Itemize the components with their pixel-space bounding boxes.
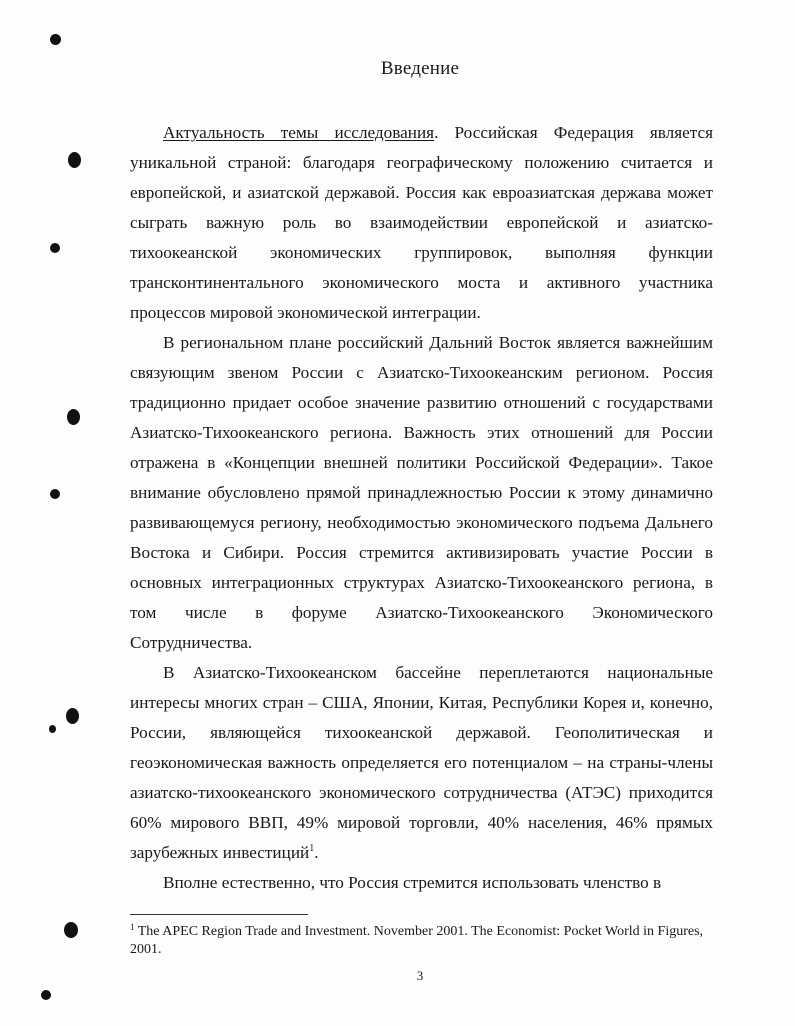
footnote-mark: 1 [130, 922, 135, 932]
footnote-divider [130, 914, 308, 915]
page-number: 3 [416, 968, 424, 983]
binder-hole-3 [50, 243, 60, 253]
paragraph-3-end: . [314, 843, 319, 862]
binder-hole-4 [67, 409, 80, 425]
page-title: Введение [380, 58, 460, 79]
paragraph-1 [130, 118, 713, 328]
footnote-reference: 1 [309, 843, 315, 854]
footnote [130, 923, 715, 959]
paragraph-4: Вполне естественно, что Россия стремится использовать членство в [163, 873, 662, 892]
paragraph-2: В региональном плане российский Дальний Восток является важнейшим связующим звеном России с Азиатско-Тихоокеанским регионом. Россия традиционно придает особое значение развитию отношений с государствами Азиатско-Тихоокеанского региона. Важность этих отношений для России отражена в «Концепции внешней политики Российской Федерации». Такое внимание обусловлено прямой принадлежностью России к этому динамично развивающемуся региону, необходимостью экономического подъема Дальнего Востока и Сибири. Россия стремится активизировать участие России в основных интеграционных структурах Азиатско-Тихоокеанского региона, в том числе в форуме Азиатско-Тихоокеанского Экономического Сотрудничества. [130, 333, 713, 652]
paragraph-1-lead: Актуальность темы исследования [163, 123, 435, 142]
main-text [130, 118, 713, 898]
binder-hole-1 [50, 34, 61, 45]
paragraph-3-text: В Азиатско-Тихоокеанском бассейне переплетаются национальные интересы многих стран – США, Японии, Китая, Республики Корея и, конечно, России, являющейся тихоокеанской державой. Геополитическая и геоэкономическая важность определяется его потенциалом – на страны-члены азиатско-тихоокеанского экономического сотрудничества (АТЭС) приходится 60% мирового ВВП, 49% мировой торговли, 40% населения, 46% прямых зарубежных инвестиций [130, 663, 713, 862]
binder-hole-5 [50, 489, 60, 499]
paragraph-1-text: . Российская Федерация является уникальной страной: благодаря географическому положению считается и европейской, и азиатской державой. Россия как евроазиатская держава может сыграть важную роль во взаимодействии европейской и азиатско-тихоокеанской экономических группировок, выполняя функции трансконтинентального экономического моста и активного участника процессов мировой экономической интеграции. [130, 123, 713, 322]
binder-hole-7 [49, 725, 56, 733]
binder-hole-9 [41, 990, 51, 1000]
binder-hole-6 [66, 708, 79, 724]
paragraph-3 [130, 658, 713, 868]
footnote-text: The APEC Region Trade and Investment. November 2001. The Economist: Pocket World in Figures, 2001. [130, 924, 704, 957]
binder-hole-2 [68, 152, 81, 168]
binder-hole-8 [64, 922, 78, 938]
